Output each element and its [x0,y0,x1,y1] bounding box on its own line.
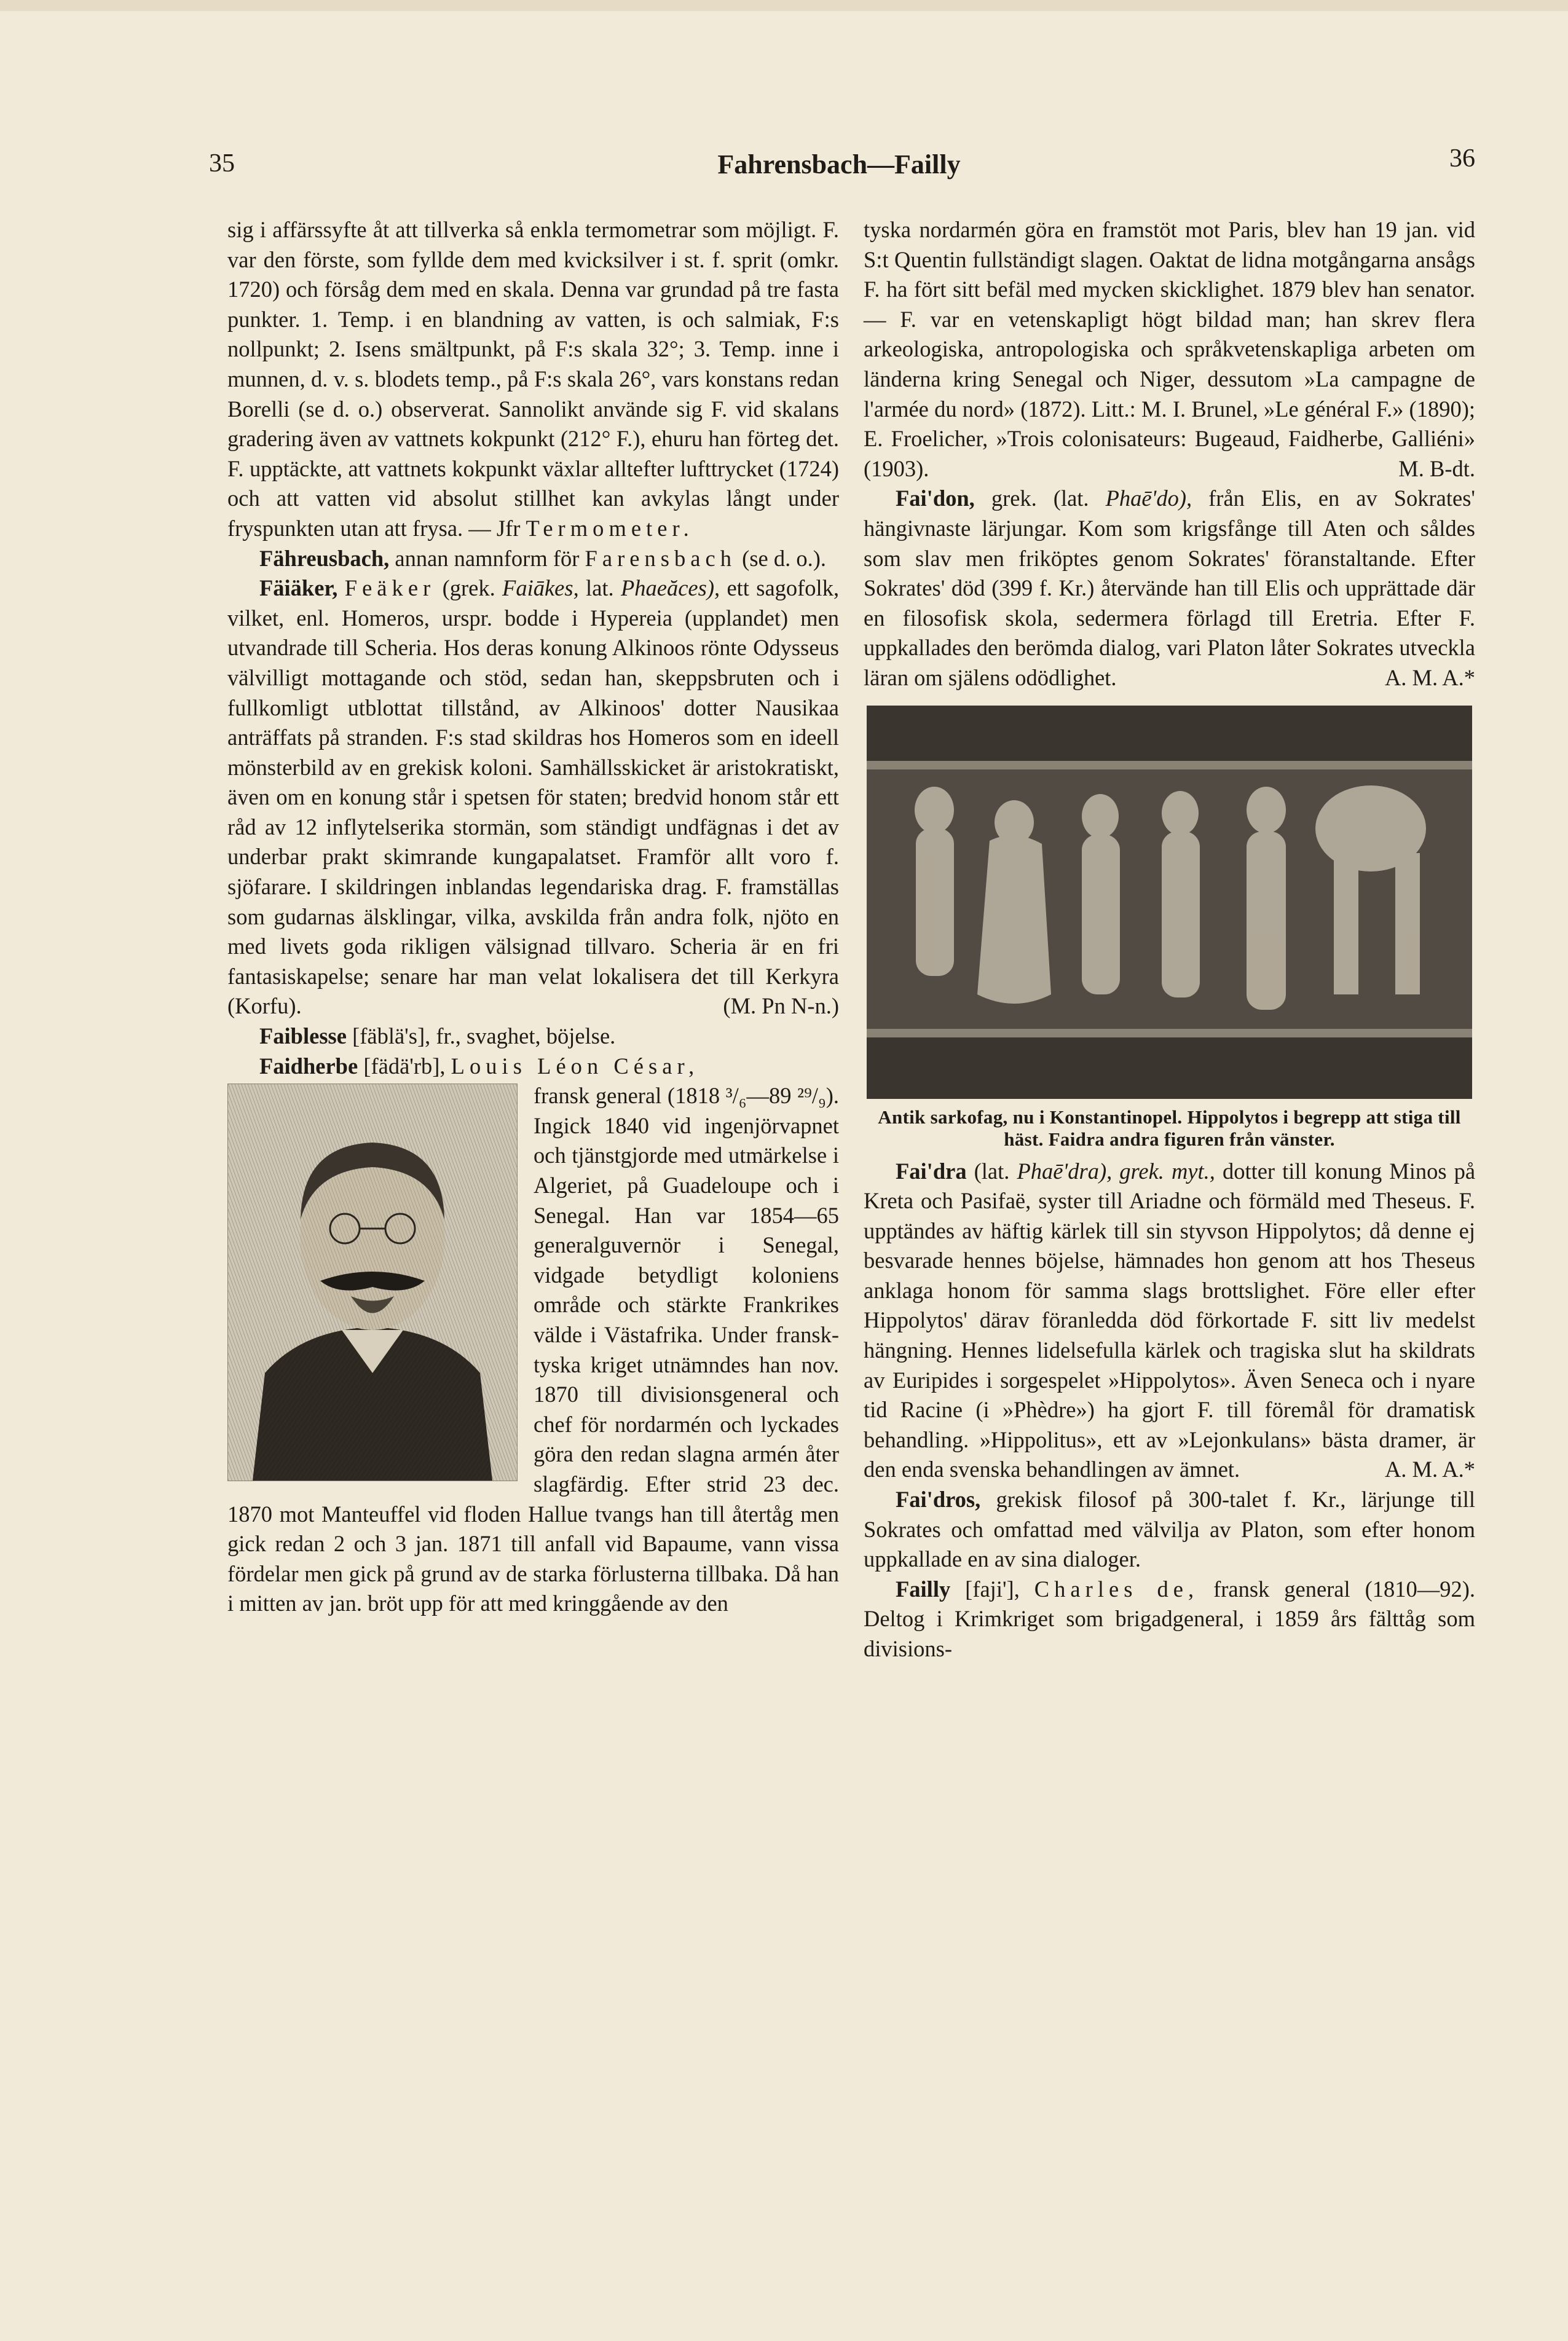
faidherbe-biography: fransk general (1818 ³/₆—89 ²⁹/₉). Ingick 1840 vid ingenjörvapnet och tjänstgjorde med utmärkelse i Algeriet, på Guadeloupe och i Senegal. Han var 1854—65 generalguvernör i Senegal, vidgade betydligt koloniens område och stärkte Frankrikes välde i Västafrika. Under fransk-tyska kriget utnämndes han nov. 1870 till divisionsgeneral och chef för nordarmén och lyckades göra den redan slagna armén åter slagfärdig. Efter strid 23 dec. 1870 mot Manteuffel vid floden Hallue tvangs han till återtåg men gick redan 2 och 3 jan. 1871 till anfall vid Bapaume, vann vissa fördelar men gick på grund av de starka förlusterna tillbaka. Då han i mitten av jan. bröt upp för att med kringgående av den [227,1083,839,1616]
author-signature: (M. Pn N-n.) [723,993,839,1019]
entry-faidherbe: Faidherbe [fädä'rb], Louis Léon César, [259,1053,699,1079]
running-title: Fahrensbach—Failly [717,149,961,179]
fahrenheit-continuation: sig i affärssyfte åt att tillverka så enkla termometrar som möjligt. F. var den förste, som fyllde dem med kvicksilver i st. f. sprit (omkr. 1720) och försåg dem med en skala. Denna var grundad på tre fasta punkter. 1. Temp. i en blandning av vatten, is och salmiak, F:s nollpunkt; 2. Isens smältpunkt, på F:s skala 32°; 3. Temp. inne i munnen, d. v. s. blodets temp., på F:s skala 26°, vars konstans redan Borelli (se d. o.) observerat. Sannolikt använde sig F. vid skalans gradering även av vattnets kokpunkt (212° F.), ehuru han förteg det. F. upptäckte, att vattnets kokpunkt växlar alltefter lufttrycket (1724) och att vatten vid absolut stillhet kan avkylas långt under fryspunkten utan att frysa. — Jfr Termometer. [227,217,839,541]
entry-faidra: Fai'dra (lat. Phaē'dra), grek. myt., dotter till konung Minos på Kreta och Pasifaë, syster till Ariadne och förmäld med Theseus. F. upptändes av häftig kärlek till sin styvson Hippolytos; då denne ej besvarade hennes böjelse, hämnades hon genom att hos Theseus anklaga honom för samma slags brottslighet. Före eller efter Hippolytos' därav föranledda död förkortade F. sitt liv medelst hängning. Hennes lidelsefulla kärlek och tragiska slut ha skildrats av Euripides i sorgespelet »Hippolytos». Även Seneca och i nyare tid Racine (i »Phèdre») ha gjort F. till föremål för dramatisk behandling. »Hippolitus», ett av »Lejonkulans» bästa dramer, är den enda svenska behandlingen av ämnet. A. M. A.* [864,1157,1475,1485]
entry-faaker: Fäiäker, Feäker (grek. Faiākes, lat. Phaeăces), ett sagofolk, vilket, enl. Homeros, urspr. bodde i Hypereia (upplandet) men utvandrade till Scheria. Hos deras konung Alkinoos rönte Odysseus välvilligt mottagande och stöd, sedan han, skeppsbruten och i fullkomligt utblottat tillstånd, av Alkinoos' dotter Nausikaa anträffats på stranden. F:s stad skildras hos Homeros som en ideell mönsterbild av en grekisk koloni. Samhällsskicket är aristokratiskt, även om en konung står i spetsen för staten; bredvid honom står ett råd av 12 inflytelserika stormän, som ständigt undfägnas i det av underbar prakt skimrande kungapalatset. Framför allt voro f. sjöfarare. I skildringen inblandas legendariska drag. F. framställas som gudarnas älsklingar, vilka, avskilda från andra folk, njöto en med livets goda rikligen välsignad tillvaro. Scheria är en fri fantasiskapelse; senare har man velat lokalisera det till Kerkyra (Korfu). (M. Pn N-n.) [227,573,839,1021]
faidherbe-continuation: tyska nordarmén göra en framstöt mot Paris, blev han 19 jan. vid S:t Quentin fullständigt slagen. Oaktat de lidna motgångarna ansågs F. ha fört sitt befäl med mycken skicklighet. 1879 blev han senator. — F. var en vetenskapligt högt bildad man; han skrev flera arkeologiska, antropologiska och språkvetenskapliga arbeten om länderna kring Senegal och Niger, dessutom »La campagne de l'armée du nord» (1872). Litt.: M. I. Brunel, »Le général F.» (1890); E. Froelicher, »Trois colonisateurs: Bugeaud, Faidherbe, Galliéni» (1903). M. B-dt. [864,215,1475,484]
entry-faidros: Fai'dros, grekisk filosof på 300-talet f. Kr., lärjunge till Sokrates och omfattad med välvilja av Platon, som efter honom uppkallade en av sina dialoger. [864,1487,1476,1572]
relief-illustration [867,706,1472,1099]
page-edge [0,0,1568,11]
figure-caption: Antik sarkofag, nu i Konstantinopel. Hippolytos i begrepp att stiga till häst. Faidra andra figuren från vänster. [878,1106,1461,1150]
page-number-left: 35 [209,149,235,178]
author-signature: A. M. A.* [1384,664,1475,690]
headword: Failly [896,1576,951,1602]
headword: Fai'dros, [896,1487,981,1513]
headword: Faidherbe [259,1053,358,1079]
entry-failly: Failly [faji'], Charles de, fransk general (1810—92). Deltog i Krimkriget som brigadgeneral, i 1859 års fälttåg som divisions- [864,1576,1476,1661]
headword: Fähreusbach, [259,545,390,571]
entry-faiblesse: Faiblesse [fäblä's], fr., svaghet, böjelse. [259,1023,616,1049]
cross-reference: Termometer. [526,515,694,541]
sarcophagus-figure [867,706,1472,1151]
left-column [227,215,839,1619]
author-signature: A. M. A.* [1384,1457,1475,1482]
portrait-engraving [228,1084,517,1481]
headword: Fai'don, [896,486,975,511]
faidherbe-portrait [227,1084,518,1481]
sarcophagus-photo [867,706,1472,1099]
page-number-right: 36 [1449,144,1475,173]
headword: Faiblesse [259,1023,347,1049]
entry-faidon: Fai'don, grek. (lat. Phaē'do), från Elis, en av Sokrates' hängivnaste lärjungar. Kom som krigsfånge till Aten och såldes som slav men friköptes genom Sokrates' föranstaltande. Efter Sokrates' död (399 f. Kr.) återvände han till Elis och upprättade där en filosofisk skola, sedermera förlagd till Eretria. Efter F. uppkallades den berömda dialog, vari Platon låter Sokrates utveckla läran om själens odödlighet. A. M. A.* [864,484,1475,693]
entry-fahrensbach: Fähreusbach, annan namnform för Farensbach (se d. o.). [259,545,827,571]
author-signature: M. B-dt. [1398,455,1475,481]
cross-reference: Farensbach [585,545,737,571]
right-column [864,215,1475,1664]
headword: Fai'dra [896,1158,967,1184]
headword: Fäiäker, [259,575,338,601]
running-header [203,144,1475,198]
